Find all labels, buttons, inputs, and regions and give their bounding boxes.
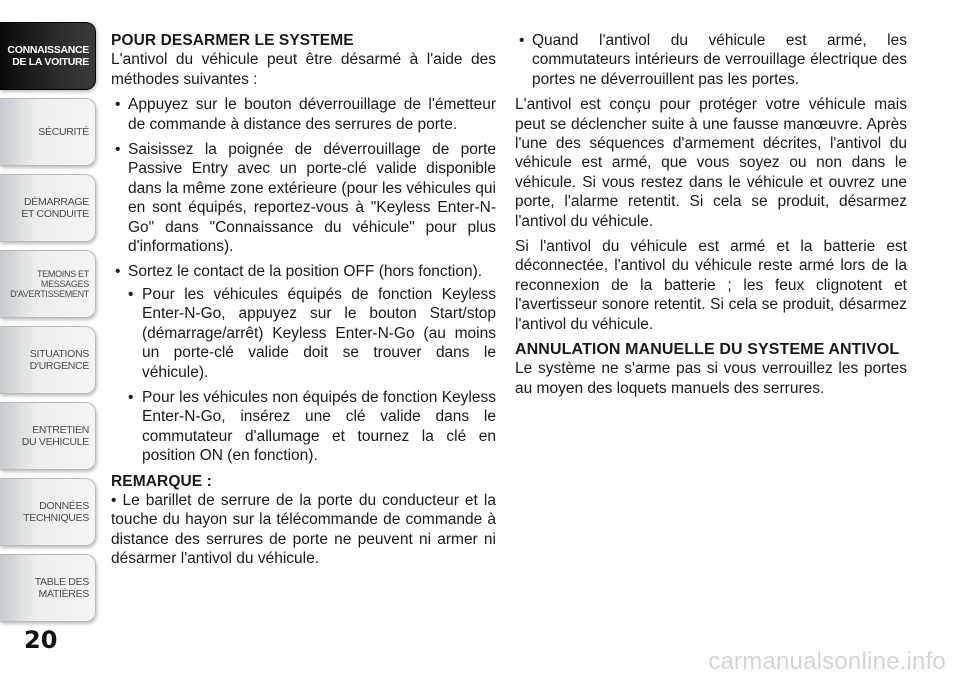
- tab-label: CONNAISSANCE DE LA VOITURE: [7, 44, 89, 68]
- tab-label: TABLE DES MATIÈRES: [34, 576, 89, 600]
- tab-label: TEMOINS ET MESSAGES D'AVERTISSEMENT: [10, 269, 89, 299]
- tab-temoins-messages[interactable]: [0, 250, 96, 318]
- paragraph: L'antivol est conçu pour protéger votre véhicule mais peut se déclencher suite à une fausse manœuvre. Après l'une des séquences d'armement décrites, l'antivol du véhicule est armé, que vous soyez ou non dans le véhicule. Si vous restez dans le véhicule et ouvrez une porte, l'alarme retentit. Si cela se produit, désarmez l'antivol du véhicule.: [515, 96, 907, 230]
- tab-donnees-techniques[interactable]: [0, 478, 96, 546]
- list-item: • Quand l'antivol du véhicule est armé, les commutateurs intérieurs de verrouillage électrique des portes ne déverrouillent pas les portes.: [515, 31, 907, 89]
- list-item: • Saisissez la poignée de déverrouillage de porte Passive Entry avec un porte-clé valide disponible dans la même zone extérieure (pour les véhicules qui en sont équipés, reportez-vous à "Keyless Enter-N-Go" dans "Connaissance du véhicule" pour plus d'informations).: [111, 140, 496, 256]
- paragraph: Le système ne s'arme pas si vous verrouillez les portes au moyen des loquets manuels des serrures.: [515, 360, 907, 397]
- tab-table-matieres[interactable]: [0, 554, 96, 622]
- tab-connaissance-voiture[interactable]: [0, 22, 96, 90]
- paragraph: Si l'antivol du véhicule est armé et la batterie est déconnectée, l'antivol du véhicule reste armé lors de la reconnexion de la batterie ; les feux clignotent et l'avertisseur sonore retentit. Si cela se produit, désarmez l'antivol du véhicule.: [515, 238, 907, 333]
- section-heading-manual-override: ANNULATION MANUELLE DU SYSTEME ANTIVOL: [515, 341, 900, 359]
- sub-list-item: • Pour les véhicules équipés de fonction Keyless Enter-N-Go, appuyez sur le bouton Start/stop (démarrage/arrêt) Keyless Enter-N-Go (au moins un porte-clé valide doit se trouver dans le véhicule).: [111, 285, 496, 382]
- list-item: • Sortez le contact de la position OFF (hors fonction).: [111, 262, 496, 281]
- tab-label: SITUATIONS D'URGENCE: [29, 348, 89, 372]
- tab-securite[interactable]: [0, 98, 96, 166]
- right-column: [515, 31, 907, 404]
- page-number: 20: [24, 626, 58, 654]
- tab-label: DONNÉES TECHNIQUES: [23, 500, 89, 524]
- tab-label: DÉMARRAGE ET CONDUITE: [21, 196, 89, 220]
- tab-situations-urgence[interactable]: [0, 326, 96, 394]
- sub-list-item: • Pour les véhicules non équipés de fonction Keyless Enter-N-Go, insérez une clé valide dans le commutateur d'allumage et tournez la clé en position ON (en fonction).: [111, 388, 496, 466]
- tab-demarrage-conduite[interactable]: [0, 174, 96, 242]
- remark-heading: REMARQUE :: [111, 472, 212, 490]
- tab-entretien-vehicule[interactable]: [0, 402, 96, 470]
- remark-paragraph: • Le barillet de serrure de la porte du conducteur et la touche du hayon sur la télécommande de commande à distance des serrures de porte ne peuvent ni armer ni désarmer l'antivol du véhicule.: [111, 491, 496, 568]
- left-column: [111, 31, 496, 575]
- list-item: • Appuyez sur le bouton déverrouillage de l'émetteur de commande à distance des serrures de porte.: [111, 95, 496, 134]
- tab-label: ENTRETIEN DU VEHICULE: [21, 424, 89, 448]
- intro-paragraph: L'antivol du véhicule peut être désarmé à l'aide des méthodes suivantes :: [111, 51, 496, 88]
- watermark: carmanualsonline.info: [708, 648, 946, 675]
- section-heading-disarm: POUR DESARMER LE SYSTEME: [111, 32, 354, 49]
- tab-label: SÉCURITÉ: [38, 126, 89, 138]
